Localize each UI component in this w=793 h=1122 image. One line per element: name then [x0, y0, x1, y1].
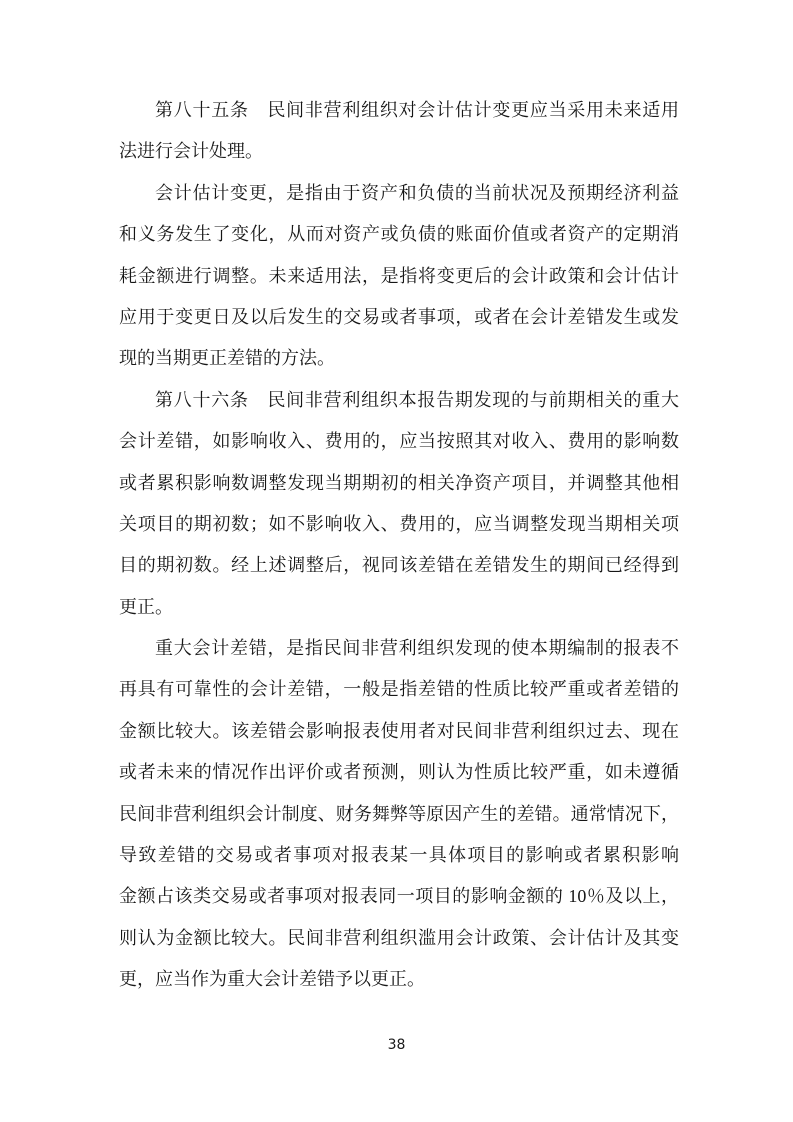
- text-line: 应用于变更日及以后发生的交易或者事项，或者在会计差错发生或发: [119, 306, 679, 327]
- text-line: 再具有可靠性的会计差错，一般是指差错的性质比较严重或者差错的: [119, 679, 679, 700]
- text-line: 和义务发生了变化，从而对资产或负债的账面价值或者资产的定期消: [119, 224, 679, 245]
- text-line: 第八十六条 民间非营利组织本报告期发现的与前期相关的重大: [155, 389, 679, 410]
- text-line: 更，应当作为重大会计差错予以更正。: [119, 969, 425, 990]
- text-line: 或者累积影响数调整发现当期期初的相关净资产项目，并调整其他相: [119, 472, 679, 493]
- text-line: 导致差错的交易或者事项对报表某一具体项目的影响或者累积影响: [119, 845, 679, 866]
- text-line: 会计估计变更，是指由于资产和负债的当前状况及预期经济利益: [155, 182, 679, 203]
- text-line: 目的期初数。经上述调整后，视同该差错在差错发生的期间已经得到: [119, 555, 679, 576]
- text-line: 第八十五条 民间非营利组织对会计估计变更应当采用未来适用: [155, 100, 679, 120]
- document-body: [119, 90, 679, 1001]
- text-line: 金额占该类交易或者事项对报表同一项目的影响金额的 10％及以上，: [119, 886, 679, 907]
- text-line: 则认为金额比较大。民间非营利组织滥用会计政策、会计估计及其变: [119, 927, 679, 948]
- text-line: 法进行会计处理。: [119, 141, 263, 162]
- text-line: 民间非营利组织会计制度、财务舞弊等原因产生的差错。通常情况下，: [119, 803, 679, 824]
- text-line: 会计差错，如影响收入、费用的，应当按照其对收入、费用的影响数: [119, 431, 679, 452]
- text-line: 或者未来的情况作出评价或者预测，则认为性质比较严重，如未遵循: [119, 762, 679, 783]
- text-line: 现的当期更正差错的方法。: [119, 348, 335, 369]
- text-line: 金额比较大。该差错会影响报表使用者对民间非营利组织过去、现在: [119, 720, 679, 741]
- page-number: 38: [387, 1037, 406, 1053]
- text-line: 更正。: [119, 596, 173, 617]
- text-line: 耗金额进行调整。未来适用法，是指将变更后的会计政策和会计估计: [119, 265, 679, 286]
- text-line: 重大会计差错，是指民间非营利组织发现的使本期编制的报表不: [155, 638, 679, 659]
- text-line: 关项目的期初数；如不影响收入、费用的，应当调整发现当期相关项: [119, 513, 679, 534]
